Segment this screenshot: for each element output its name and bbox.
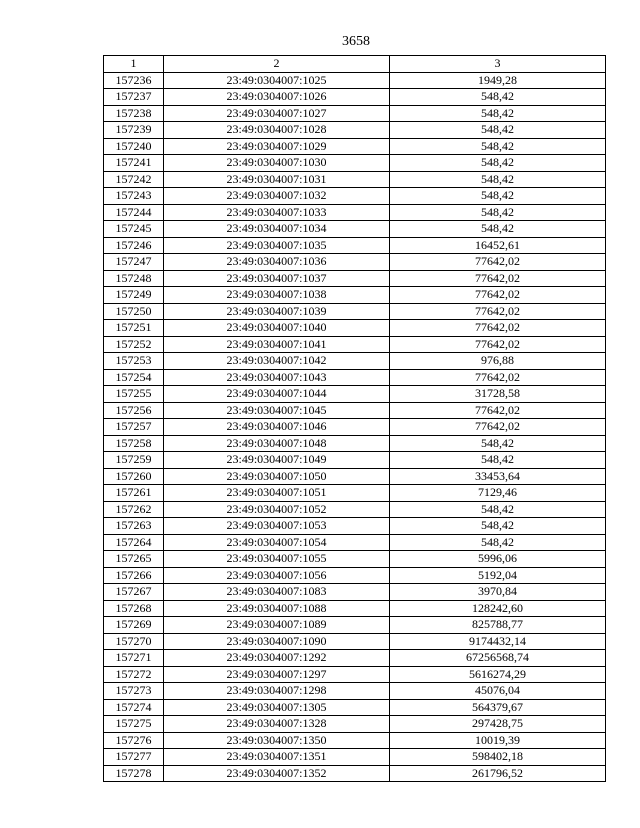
row-number-cell: 157252 [104,336,164,353]
cadastral-number-cell: 23:49:0304007:1049 [164,452,390,469]
row-number-cell: 157276 [104,732,164,749]
row-number-cell: 157246 [104,237,164,254]
cadastral-number-cell: 23:49:0304007:1037 [164,270,390,287]
value-cell: 7129,46 [390,485,606,502]
cadastral-number-cell: 23:49:0304007:1046 [164,419,390,436]
value-cell: 77642,02 [390,287,606,304]
cadastral-number-cell: 23:49:0304007:1298 [164,683,390,700]
row-number-cell: 157272 [104,666,164,683]
value-cell: 77642,02 [390,320,606,337]
value-cell: 9174432,14 [390,633,606,650]
row-number-cell: 157242 [104,171,164,188]
table-header-row [104,56,606,73]
table-row [104,138,606,155]
row-number-cell: 157240 [104,138,164,155]
cadastral-number-cell: 23:49:0304007:1033 [164,204,390,221]
table-row [104,765,606,782]
row-number-cell: 157238 [104,105,164,122]
table-row [104,320,606,337]
cadastral-number-cell: 23:49:0304007:1050 [164,468,390,485]
value-cell: 16452,61 [390,237,606,254]
row-number-cell: 157266 [104,567,164,584]
cadastral-number-cell: 23:49:0304007:1036 [164,254,390,271]
table-row [104,72,606,89]
value-cell: 548,42 [390,534,606,551]
cadastral-number-cell: 23:49:0304007:1089 [164,617,390,634]
value-cell: 564379,67 [390,699,606,716]
value-cell: 3970,84 [390,584,606,601]
table-row [104,485,606,502]
value-cell: 5616274,29 [390,666,606,683]
cadastral-number-cell: 23:49:0304007:1030 [164,155,390,172]
row-number-cell: 157251 [104,320,164,337]
value-cell: 5996,06 [390,551,606,568]
row-number-cell: 157269 [104,617,164,634]
table-row [104,501,606,518]
value-cell: 548,42 [390,89,606,106]
cadastral-number-cell: 23:49:0304007:1090 [164,633,390,650]
table-row [104,567,606,584]
row-number-cell: 157256 [104,402,164,419]
row-number-cell: 157273 [104,683,164,700]
table-row [104,105,606,122]
cadastral-number-cell: 23:49:0304007:1038 [164,287,390,304]
table-row [104,683,606,700]
value-cell: 548,42 [390,452,606,469]
table-row [104,254,606,271]
value-cell: 77642,02 [390,303,606,320]
cadastral-number-cell: 23:49:0304007:1044 [164,386,390,403]
table-row [104,353,606,370]
row-number-cell: 157243 [104,188,164,205]
cadastral-number-cell: 23:49:0304007:1305 [164,699,390,716]
value-cell: 548,42 [390,155,606,172]
value-cell: 33453,64 [390,468,606,485]
value-cell: 548,42 [390,221,606,238]
row-number-cell: 157271 [104,650,164,667]
table-row [104,171,606,188]
cadastral-number-cell: 23:49:0304007:1032 [164,188,390,205]
table-row [104,369,606,386]
row-number-cell: 157253 [104,353,164,370]
value-cell: 77642,02 [390,336,606,353]
table-row [104,534,606,551]
value-cell: 976,88 [390,353,606,370]
value-cell: 261796,52 [390,765,606,782]
row-number-cell: 157239 [104,122,164,139]
table-row [104,336,606,353]
value-cell: 598402,18 [390,749,606,766]
row-number-cell: 157264 [104,534,164,551]
row-number-cell: 157263 [104,518,164,535]
cadastral-number-cell: 23:49:0304007:1039 [164,303,390,320]
row-number-cell: 157258 [104,435,164,452]
data-table [103,55,606,782]
row-number-cell: 157241 [104,155,164,172]
cadastral-number-cell: 23:49:0304007:1051 [164,485,390,502]
value-cell: 548,42 [390,171,606,188]
row-number-cell: 157249 [104,287,164,304]
value-cell: 67256568,74 [390,650,606,667]
table-row [104,303,606,320]
table-row [104,551,606,568]
column-header-2: 2 [164,56,390,73]
value-cell: 5192,04 [390,567,606,584]
table-row [104,155,606,172]
cadastral-number-cell: 23:49:0304007:1351 [164,749,390,766]
row-number-cell: 157255 [104,386,164,403]
value-cell: 128242,60 [390,600,606,617]
cadastral-number-cell: 23:49:0304007:1350 [164,732,390,749]
cadastral-number-cell: 23:49:0304007:1045 [164,402,390,419]
cadastral-number-cell: 23:49:0304007:1054 [164,534,390,551]
table-row [104,699,606,716]
row-number-cell: 157275 [104,716,164,733]
cadastral-number-cell: 23:49:0304007:1028 [164,122,390,139]
table-row [104,584,606,601]
row-number-cell: 157257 [104,419,164,436]
table-row [104,666,606,683]
value-cell: 548,42 [390,138,606,155]
row-number-cell: 157270 [104,633,164,650]
table-row [104,287,606,304]
table-row [104,518,606,535]
row-number-cell: 157244 [104,204,164,221]
table-row [104,452,606,469]
row-number-cell: 157236 [104,72,164,89]
cadastral-number-cell: 23:49:0304007:1088 [164,600,390,617]
table-row [104,270,606,287]
cadastral-number-cell: 23:49:0304007:1292 [164,650,390,667]
cadastral-number-cell: 23:49:0304007:1026 [164,89,390,106]
value-cell: 31728,58 [390,386,606,403]
row-number-cell: 157274 [104,699,164,716]
table-row [104,617,606,634]
cadastral-number-cell: 23:49:0304007:1048 [164,435,390,452]
table-row [104,435,606,452]
table-row [104,122,606,139]
value-cell: 825788,77 [390,617,606,634]
cadastral-number-cell: 23:49:0304007:1041 [164,336,390,353]
value-cell: 548,42 [390,204,606,221]
row-number-cell: 157254 [104,369,164,386]
value-cell: 45076,04 [390,683,606,700]
row-number-cell: 157247 [104,254,164,271]
row-number-cell: 157250 [104,303,164,320]
table-row [104,716,606,733]
cadastral-number-cell: 23:49:0304007:1083 [164,584,390,601]
cadastral-number-cell: 23:49:0304007:1352 [164,765,390,782]
table-row [104,732,606,749]
value-cell: 297428,75 [390,716,606,733]
row-number-cell: 157278 [104,765,164,782]
value-cell: 548,42 [390,518,606,535]
cadastral-number-cell: 23:49:0304007:1053 [164,518,390,535]
cadastral-number-cell: 23:49:0304007:1035 [164,237,390,254]
table-row [104,221,606,238]
table-row [104,402,606,419]
value-cell: 548,42 [390,105,606,122]
row-number-cell: 157262 [104,501,164,518]
value-cell: 77642,02 [390,254,606,271]
value-cell: 10019,39 [390,732,606,749]
cadastral-number-cell: 23:49:0304007:1025 [164,72,390,89]
value-cell: 77642,02 [390,270,606,287]
value-cell: 548,42 [390,501,606,518]
cadastral-number-cell: 23:49:0304007:1029 [164,138,390,155]
cadastral-number-cell: 23:49:0304007:1027 [164,105,390,122]
cadastral-number-cell: 23:49:0304007:1055 [164,551,390,568]
value-cell: 548,42 [390,435,606,452]
value-cell: 548,42 [390,122,606,139]
row-number-cell: 157237 [104,89,164,106]
table-row [104,468,606,485]
row-number-cell: 157261 [104,485,164,502]
cadastral-number-cell: 23:49:0304007:1056 [164,567,390,584]
page-number: 3658 [342,34,370,49]
table-row [104,188,606,205]
row-number-cell: 157265 [104,551,164,568]
value-cell: 77642,02 [390,402,606,419]
value-cell: 1949,28 [390,72,606,89]
row-number-cell: 157260 [104,468,164,485]
table-row [104,386,606,403]
table-row [104,650,606,667]
cadastral-number-cell: 23:49:0304007:1297 [164,666,390,683]
value-cell: 77642,02 [390,369,606,386]
cadastral-number-cell: 23:49:0304007:1328 [164,716,390,733]
cadastral-number-cell: 23:49:0304007:1031 [164,171,390,188]
row-number-cell: 157268 [104,600,164,617]
row-number-cell: 157245 [104,221,164,238]
table-row [104,600,606,617]
table-row [104,749,606,766]
cadastral-number-cell: 23:49:0304007:1034 [164,221,390,238]
row-number-cell: 157259 [104,452,164,469]
row-number-cell: 157267 [104,584,164,601]
row-number-cell: 157277 [104,749,164,766]
table-row [104,89,606,106]
value-cell: 77642,02 [390,419,606,436]
cadastral-number-cell: 23:49:0304007:1040 [164,320,390,337]
cadastral-number-cell: 23:49:0304007:1042 [164,353,390,370]
cadastral-number-cell: 23:49:0304007:1052 [164,501,390,518]
column-header-1: 1 [104,56,164,73]
table-row [104,204,606,221]
cadastral-number-cell: 23:49:0304007:1043 [164,369,390,386]
table-row [104,633,606,650]
table-row [104,237,606,254]
column-header-3: 3 [390,56,606,73]
value-cell: 548,42 [390,188,606,205]
table-row [104,419,606,436]
row-number-cell: 157248 [104,270,164,287]
